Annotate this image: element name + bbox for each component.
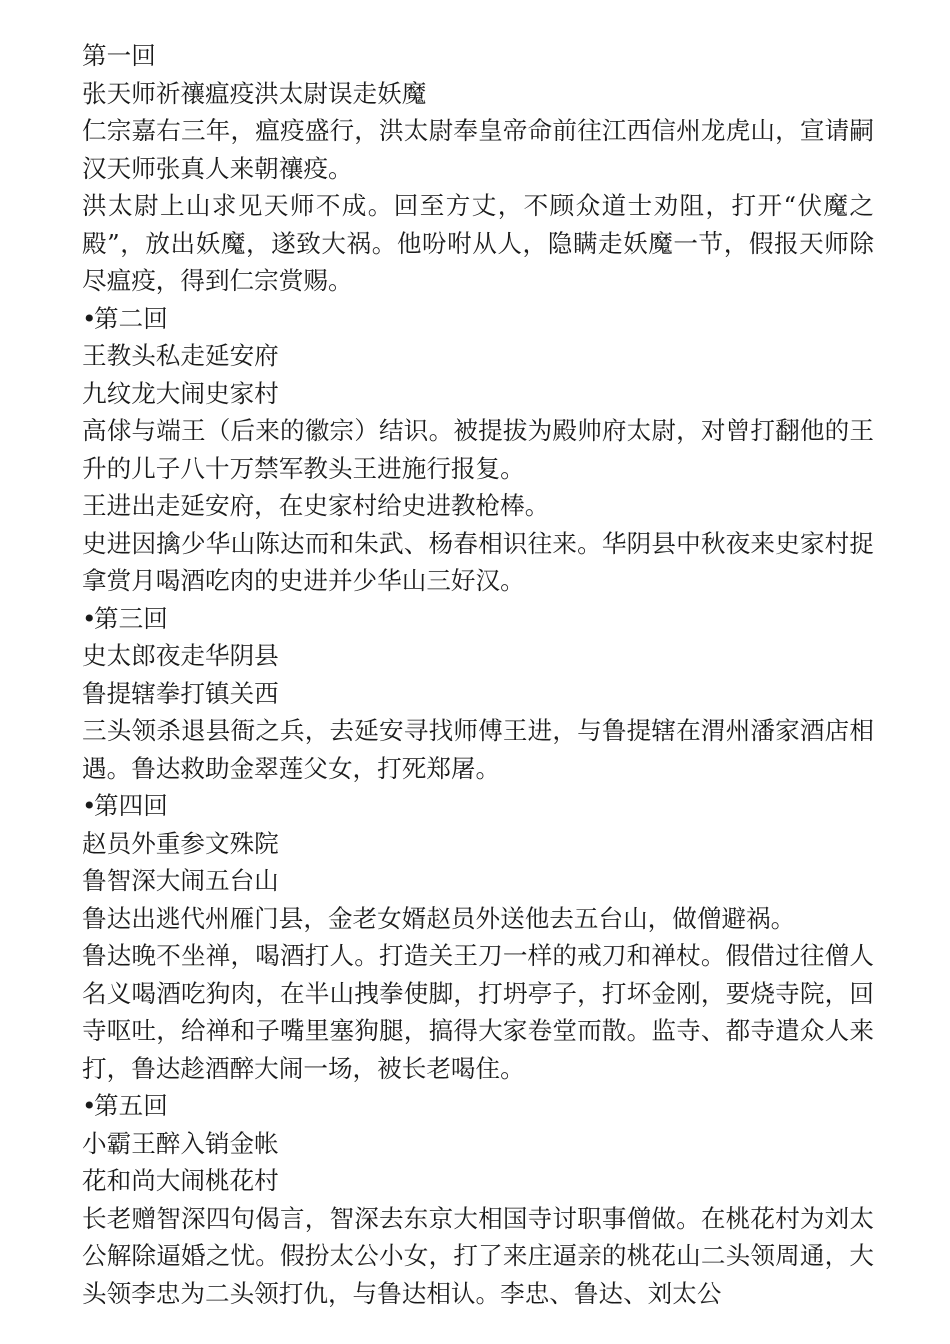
bullet-point: • — [82, 791, 97, 820]
chapter-title: 赵员外重参文殊院 — [82, 828, 279, 858]
bullet-point: • — [82, 303, 97, 333]
chapter-4 — [82, 787, 874, 1087]
chapter-paragraph: 洪太尉上山求见天师不成。回至方丈，不顾众道士劝阻，打开“伏魔之殿”，放出妖魔，遂致大祸。他吩咐从人，隐瞒走妖魔一节，假报天师除尽瘟疫，得到仁宗赏赐。 — [82, 191, 874, 295]
chapter-heading — [82, 1087, 874, 1125]
chapter-paragraph: 仁宗嘉右三年，瘟疫盛行，洪太尉奉皇帝命前往江西信州龙虎山，宣请嗣汉天师张真人来朝禳疫。 — [82, 116, 874, 183]
chapter-paragraph: 史进因擒少华山陈达而和朱武、杨春相识往来。华阴县中秋夜来史家村捉拿赏月喝酒吃肉的史进并少华山三好汉。 — [82, 528, 874, 595]
chapter-heading — [82, 300, 874, 338]
chapter-number: 第四回 — [94, 791, 168, 820]
chapter-title: 花和尚大闹桃花村 — [82, 1166, 279, 1195]
chapter-title: 鲁智深大闹五台山 — [82, 866, 279, 895]
chapter-paragraph: 王进出走延安府，在史家村给史进教枪棒。 — [82, 491, 550, 520]
chapter-number: 第二回 — [94, 303, 168, 333]
chapter-title: 鲁提辖拳打镇关西 — [82, 678, 279, 708]
chapter-heading — [82, 600, 874, 638]
chapter-title: 小霸王醉入销金帐 — [82, 1128, 279, 1158]
chapter-3 — [82, 600, 874, 788]
chapter-heading — [82, 37, 874, 75]
chapter-2 — [82, 300, 874, 600]
chapter-paragraph: 长老赠智深四句偈言，智深去东京大相国寺讨职事僧做。在桃花村为刘太公解除逼婚之忧。假扮太公小女，打了来庄逼亲的桃花山二头领周通，大头领李忠为二头领打仇，与鲁达相认。李忠、鲁达、刘太公 — [82, 1203, 874, 1308]
chapter-paragraph: 鲁达晚不坐禅，喝酒打人。打造关王刀一样的戒刀和禅杖。假借过往僧人名义喝酒吃狗肉，在半山拽拳使脚，打坍亭子，打坏金刚，要烧寺院，回寺呕吐，给禅和子嘴里塞狗腿，搞得大家卷堂而散。监寺、都寺遣众人来打，鲁达趁酒醉大闹一场，被长老喝住。 — [82, 941, 874, 1083]
chapter-paragraph: 鲁达出逃代州雁门县，金老女婿赵员外送他去五台山，做僧避祸。 — [82, 903, 796, 933]
chapter-number: 第三回 — [94, 603, 168, 633]
chapter-heading — [82, 787, 874, 825]
bullet-point: • — [82, 603, 97, 633]
chapter-number: 第五回 — [94, 1091, 168, 1120]
chapter-5 — [82, 1087, 874, 1312]
chapter-title: 九纹龙大闹史家村 — [82, 378, 279, 408]
bullet-point: • — [82, 1091, 97, 1120]
document-page — [82, 37, 874, 1312]
chapter-paragraph: 高俅与端王（后来的徽宗）结识。被提拔为殿帅府太尉，对曾打翻他的王升的儿子八十万禁军教头王进施行报复。 — [82, 416, 874, 483]
chapter-number: 第一回 — [82, 41, 156, 70]
chapter-paragraph: 三头领杀退县衙之兵，去延安寻找师傅王进，与鲁提辖在渭州潘家酒店相遇。鲁达救助金翠莲父女，打死郑屠。 — [82, 716, 874, 783]
chapter-title: 史太郎夜走华阴县 — [82, 641, 279, 670]
chapter-title: 张天师祈禳瘟疫洪太尉误走妖魔 — [82, 78, 427, 108]
chapter-1 — [82, 37, 874, 300]
chapter-title: 王教头私走延安府 — [82, 341, 279, 370]
